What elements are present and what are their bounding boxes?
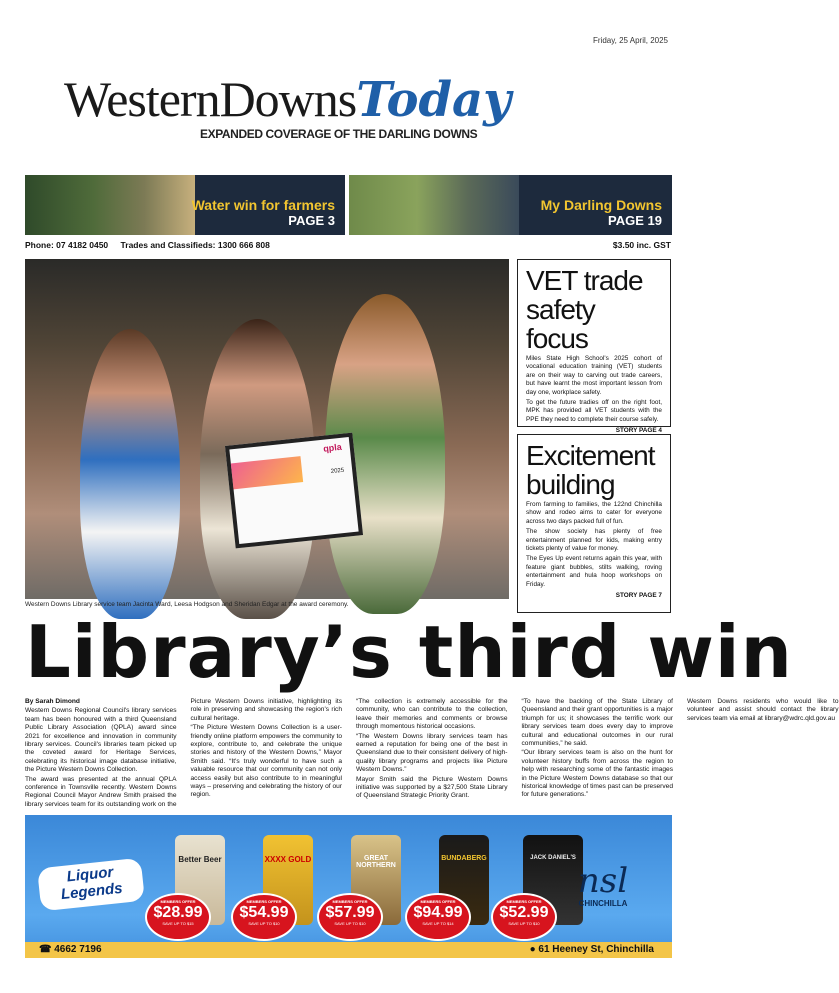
cover-photo [25, 259, 509, 599]
award-year: 2025 [330, 467, 345, 476]
article-paragraph: The award was presented at the annual QPLA conference in Townsville recently. Western Downs Regional Council Mayor Andrew Smith praised the library services team for its outstanding work on the Picture Western Downs initiative, highlighting its role in preserving and showcasing the region's rich cultural heritage. [25, 698, 342, 808]
sidebar-paragraph: From farming to families, the 122nd Chinchilla show and rodeo aims to cater for everyone across two days packed full of fun. [526, 501, 662, 525]
ad-contact-bar [25, 942, 672, 958]
deal-save: SAVE UP TO $10 [334, 921, 366, 926]
phone-text: Phone: 07 4182 0450 [25, 240, 109, 250]
article-byline: By Sarah Dimond [25, 698, 80, 705]
teaser-page: PAGE 19 [608, 213, 662, 228]
deal-tag: MEMBERS OFFER [420, 899, 456, 904]
price-deal[interactable] [491, 893, 557, 941]
price-deal[interactable] [317, 893, 383, 941]
teaser-photo [25, 175, 195, 235]
article-paragraph: “The Western Downs library services team has earned a reputation for being one of the best in Queensland due to their consistent delivery of high-quality library programs and projects like Picture Western Downs.” [356, 732, 508, 774]
nsl-store-logo [560, 863, 646, 908]
sidebar-paragraph: Miles State High School's 2025 cohort of vocational education training (VET) students are on their way to carving out trade careers, but have learnt the most important lesson from day one, workplace safety. [526, 355, 662, 396]
trades-text: Trades and Classifieds: 1300 666 808 [120, 240, 270, 250]
sidebar-story-vet[interactable] [517, 259, 671, 435]
price-deal[interactable] [145, 893, 211, 941]
sidebar-paragraph: The Eyes Up event returns again this year, with feature giant bubbles, stilts walking, roving entertainment and hula hoop workshops on Friday. [526, 555, 662, 588]
product-label: GREAT NORTHERN [356, 855, 396, 869]
price-deal[interactable] [231, 893, 297, 941]
deal-price: $94.99 [413, 904, 463, 921]
teaser-title: Water win for farmers [191, 197, 335, 213]
deal-tag: MEMBERS OFFER [246, 899, 282, 904]
store-phone[interactable]: ☎ 4662 7196 [39, 944, 102, 955]
article-paragraph: “The Picture Western Downs Collection is a user-friendly online platform empowers the community to explore, contribute to, and celebrate the unique stories and history of the Western Downs,” Mayor Smith said. “It's truly wonderful to have such a valuable resource that our community can not only access easily but also contribute to in meaningful ways – preserving and celebrating the history of our region. [190, 724, 342, 799]
article-paragraph: Mayor Smith said the Picture Western Downs initiative was supported by a $27,500 State Library of Queensland Strategic Priority Grant. [356, 775, 508, 800]
store-location: CHINCHILLA [578, 899, 628, 908]
sidebar-title: Excitement building [526, 440, 655, 500]
product-label: XXXX GOLD [264, 855, 312, 864]
article-paragraph: “The collection is extremely accessible for the community, who can contribute to the collection, leave their memories and comments or browse through momentous historical occasions. [356, 698, 508, 731]
deal-save: SAVE UP TO $10 [508, 921, 540, 926]
deal-price: $54.99 [239, 904, 289, 921]
teaser-darling-downs[interactable] [349, 175, 672, 235]
deal-save: SAVE UP TO $14 [422, 921, 454, 926]
product-label: JACK DANIEL'S [530, 855, 576, 861]
teaser-water[interactable] [25, 175, 345, 235]
nsl-logo-text: nsl [577, 861, 629, 901]
product-label: BUNDABERG [441, 855, 487, 862]
article-paragraph: “Our library services team is also on the hunt for volunteer history buffs from across the region to help with researching some of the fantastic images in the Picture Western Downs database so that our historical knowledge of times past can be preserved for future generations.” [521, 749, 673, 799]
teaser-title: My Darling Downs [540, 197, 662, 213]
deal-price: $57.99 [325, 904, 375, 921]
deal-price: $52.99 [499, 904, 549, 921]
masthead-accent: Today [356, 72, 512, 128]
deal-tag: MEMBERS OFFER [332, 899, 368, 904]
info-bar [25, 240, 671, 254]
award-certificate [225, 433, 363, 549]
person-left [80, 329, 180, 619]
photo-caption: Western Downs Library service team Jacinta Ward, Leesa Hodgson and Sheridan Edgar at the award ceremony. [25, 601, 349, 608]
sidebar-story-link[interactable]: STORY PAGE 4 [615, 427, 662, 435]
main-headline: Library’s third win [25, 610, 793, 694]
award-logo: qpla [322, 441, 343, 454]
product-label: Better Beer [178, 855, 222, 864]
location-pin-icon: ● [529, 944, 536, 955]
award-stripe [231, 456, 303, 489]
deal-tag: MEMBERS OFFER [506, 899, 542, 904]
store-address [530, 944, 654, 955]
teaser-photo [349, 175, 519, 235]
sidebar-story-show[interactable] [517, 434, 671, 613]
liquor-advertisement[interactable] [25, 815, 672, 958]
sidebar-story-link[interactable]: STORY PAGE 7 [615, 592, 662, 600]
price-text: $3.50 inc. GST [612, 240, 671, 250]
masthead-title: WesternDowns [64, 71, 357, 127]
deal-price: $28.99 [153, 904, 203, 921]
masthead-tagline: EXPANDED COVERAGE OF THE DARLING DOWNS [200, 127, 478, 141]
teaser-page: PAGE 3 [288, 213, 335, 228]
issue-date: Friday, 25 April, 2025 [592, 36, 668, 45]
liquor-legends-logo: Liquor Legends [37, 858, 145, 912]
deal-save: SAVE UP TO $15 [162, 921, 194, 926]
masthead [64, 70, 634, 130]
teaser-label [192, 198, 335, 228]
article-body [25, 698, 839, 810]
teaser-label [541, 198, 662, 228]
store-address-text: 61 Heeney St, Chinchilla [538, 944, 654, 955]
price-deal[interactable] [405, 893, 471, 941]
deal-save: SAVE UP TO $10 [248, 921, 280, 926]
article-paragraph: Western Downs residents who would like to volunteer and assist should contact the library services team via email at library@wdrc.qld.gov.au [687, 698, 839, 722]
article-paragraph: “To have the backing of the State Library of Queensland and their grant opportunities is a major triumph for us; it showcases the terrific work our library services team does every day to improve cultural and educational outcomes in our rural communities,” he said. [521, 698, 673, 748]
sidebar-paragraph: To get the future tradies off on the right foot, MPK has provided all VET students with the PPE they need to complete their course safely. [526, 399, 662, 423]
sidebar-paragraph: The show society has plenty of free entertainment planned for kids, making entry tickets plenty of value for money. [526, 528, 662, 553]
sidebar-title: VET trade safety focus [526, 265, 643, 354]
deal-tag: MEMBERS OFFER [160, 899, 196, 904]
article-paragraph: Western Downs Regional Council's library services team has been honoured with a third Queensland Public Library Association (QPLA) award since 2021 for excellence and innovation in community library services. Council's libraries team picked up the coveted award for Heritage Services, celebrating its historical image database initiative, the Picture Western Downs Collection. [25, 707, 177, 774]
